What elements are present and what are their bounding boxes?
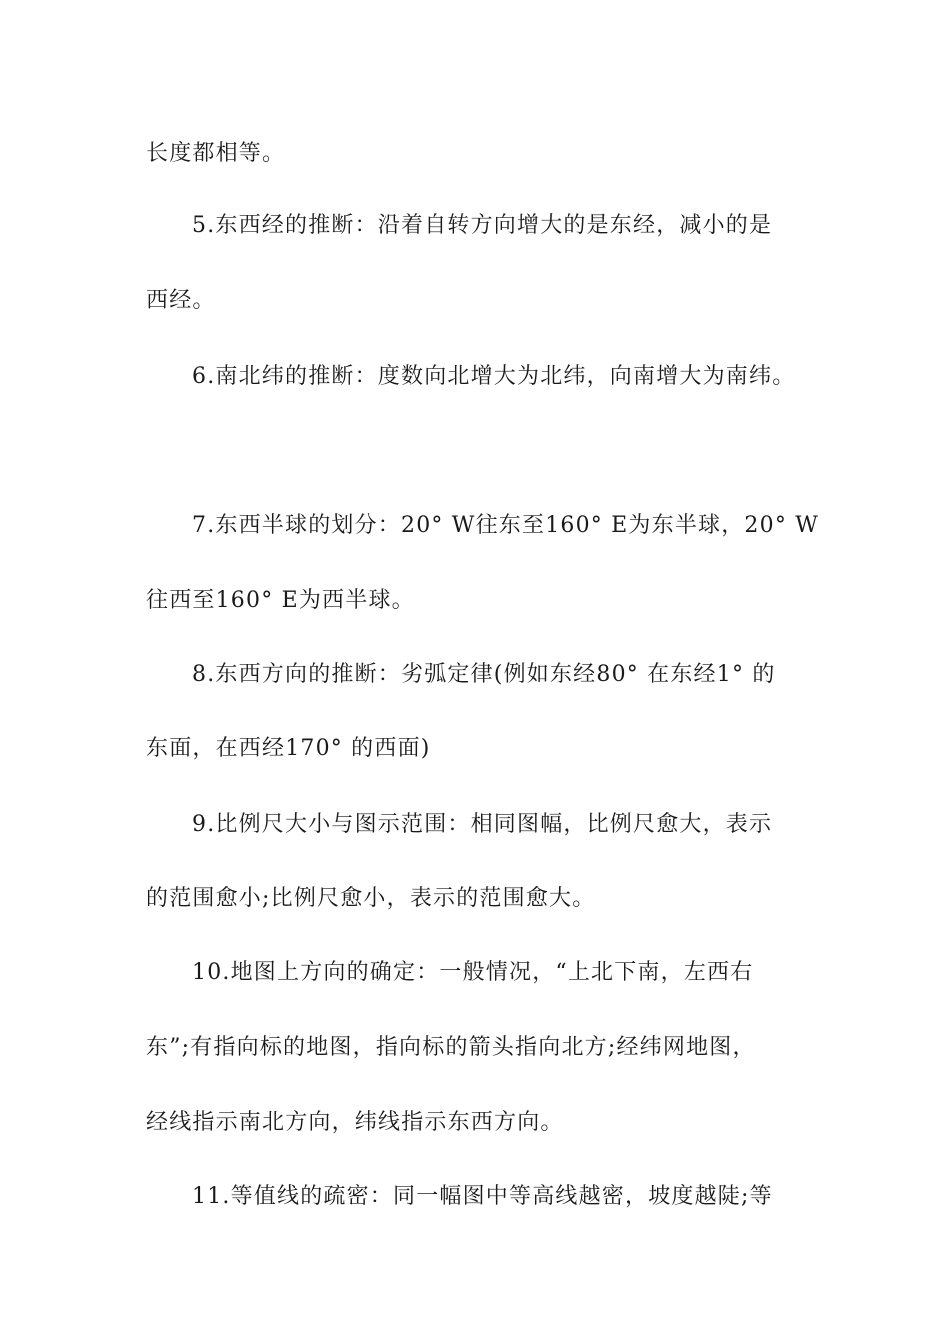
text-line: 8.东西方向的推断：劣弧定律(例如东经80° 在东经1° 的 (192, 662, 776, 687)
text-line: 的范围愈小;比例尺愈小，表示的范围愈大。 (146, 886, 596, 911)
text-line: 东”;有指向标的地图，指向标的箭头指向北方;经纬网地图， (146, 1035, 756, 1060)
text-line: 9.比例尺大小与图示范围：相同图幅，比例尺愈大，表示 (192, 812, 773, 837)
text-line: 往西至160° E为西半球。 (146, 588, 415, 613)
text-line: 经线指示南北方向，纬线指示东西方向。 (146, 1110, 564, 1135)
text-line: 5.东西经的推断：沿着自转方向增大的是东经，减小的是 (192, 213, 773, 238)
text-line: 10.地图上方向的确定：一般情况，“上北下南，左西右 (192, 960, 754, 985)
text-line: 东面，在西经170° 的西面) (146, 736, 431, 761)
text-line: 6.南北纬的推断：度数向北增大为北纬，向南增大为南纬。 (192, 364, 796, 389)
text-line: 西经。 (146, 288, 216, 313)
text-line: 7.东西半球的划分：20° W往东至160° E为东半球，20° W (192, 513, 820, 538)
text-line: 11.等值线的疏密：同一幅图中等高线越密，坡度越陡;等 (192, 1184, 773, 1209)
text-line: 长度都相等。 (146, 141, 286, 166)
